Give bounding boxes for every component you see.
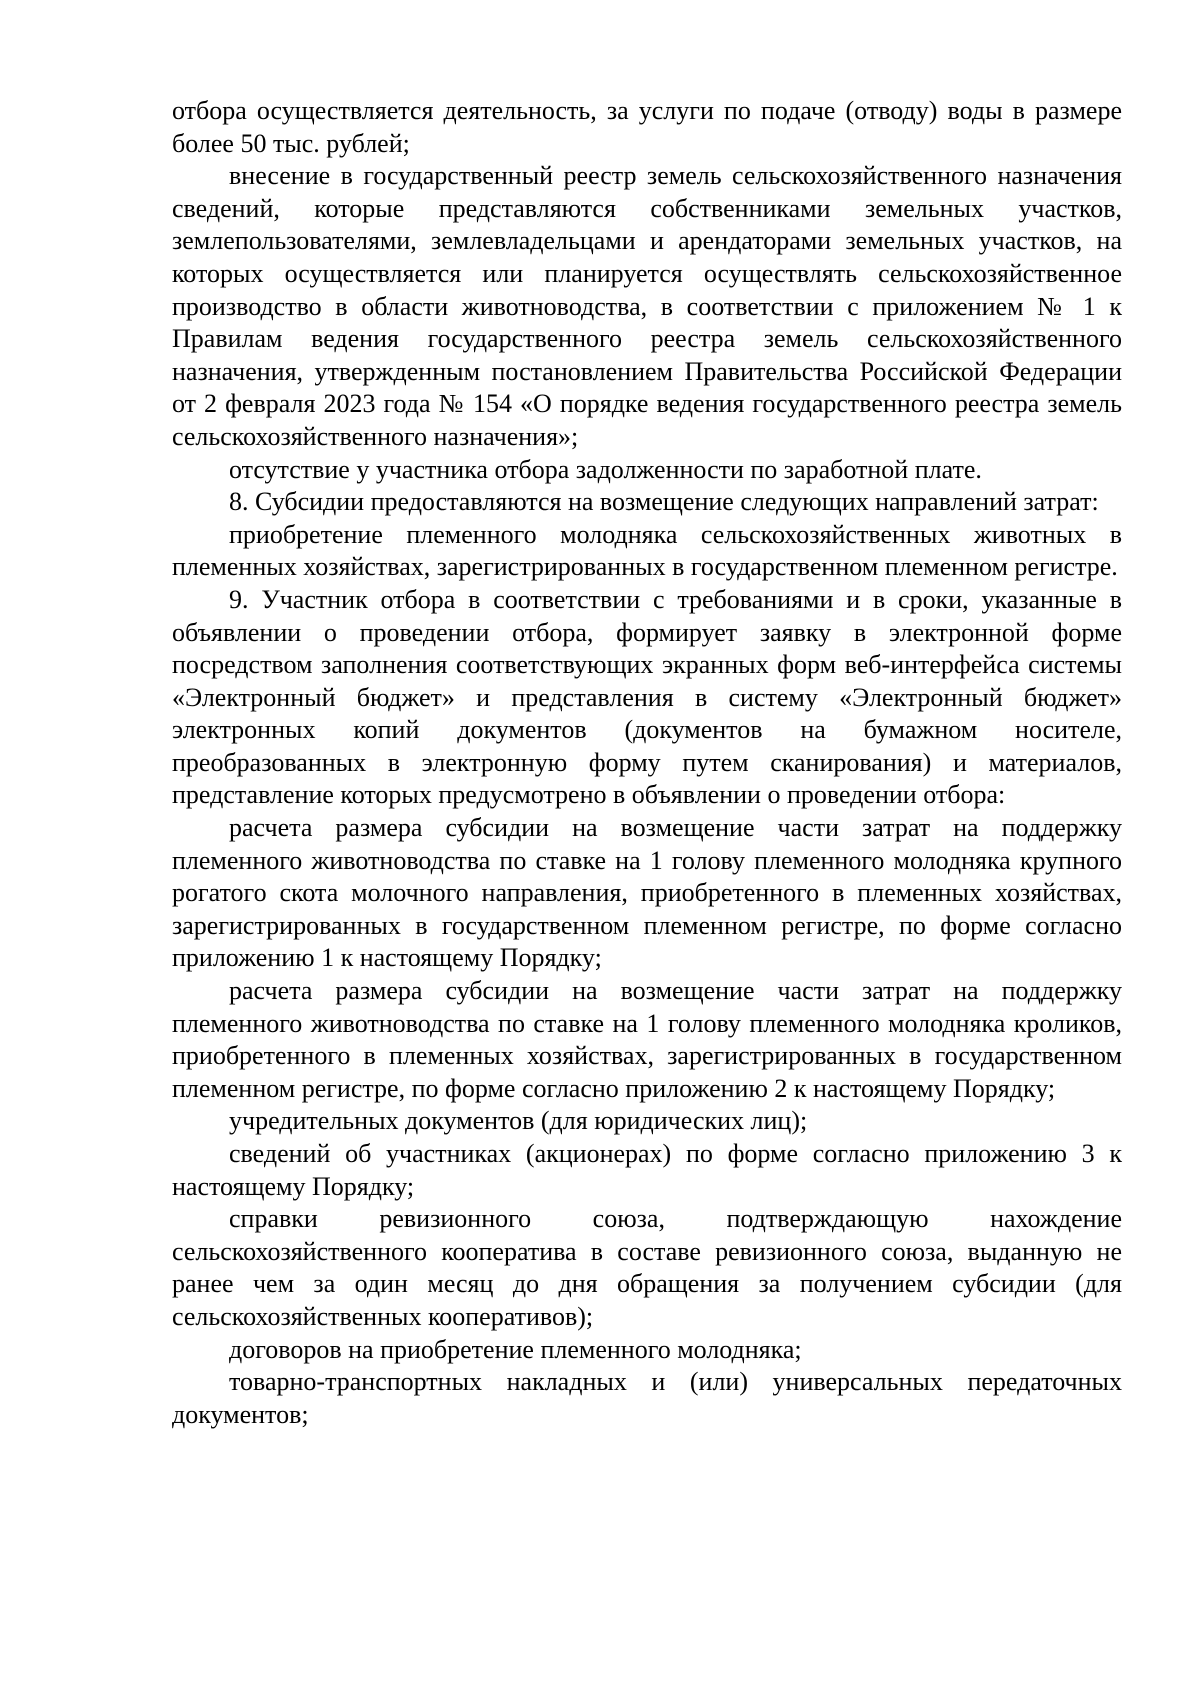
paragraph-item-8: 8. Субсидии предоставляются на возмещение следующих направлений затрат: [229,487,1099,517]
paragraph-no-wage-debt: отсутствие у участника отбора задолженности по заработной плате. [229,454,982,484]
paragraph-item-9: 9. Участник отбора в соответствии с требованиями и в сроки, указанные в объявлении о проведении отбора, формирует заявку в электронной форме посредством заполнения соответствующих экранных форм веб-интерфейса системы «Электронный бюджет» и представления в систему «Электронный бюджет» электронных копий документов (документов на бумажном носителе, преобразованных в электронную форму путем сканирования) и материалов, представление которых предусмотрено в объявлении о проведении отбора: [172,584,1122,810]
paragraph-registry-entry: внесение в государственный реестр земель сельскохозяйственного назначения сведений, которые представляются собственниками земельных участков, землепользователями, землевладельцами и арендаторами земельных участков, на которых осуществляется или планируется осуществлять сельскохозяйственное производство в области животноводства, в соответствии с приложением № 1 к Правилам ведения государственного реестра земель сельскохозяйственного назначения, утвержденным постановлением Правительства Российской Федерации от 2 февраля 2023 года № 154 «О порядке ведения государственного реестра земель сельскохозяйственного назначения»; [172,161,1122,451]
paragraph-purchase-contracts: договоров на приобретение племенного молодняка; [229,1334,802,1364]
paragraph-continuation: отбора осуществляется деятельность, за услуги по подаче (отводу) воды в размере более 50 тыс. рублей; [172,96,1122,158]
paragraph-calc-rabbits: расчета размера субсидии на возмещение части затрат на поддержку племенного животноводства по ставке на 1 голову племенного молодняка кроликов, приобретенного в племенных хозяйствах, зарегистрированных в государственном племенном регистре, по форме согласно приложению 2 к настоящему Порядку; [172,976,1122,1103]
paragraph-transport-documents: товарно-транспортных накладных и (или) универсальных передаточных документов; [172,1367,1122,1429]
paragraph-breeding-stock-purchase: приобретение племенного молодняка сельскохозяйственных животных в племенных хозяйствах, зарегистрированных в государственном племенном регистре. [172,519,1122,582]
paragraph-founding-documents: учредительных документов (для юридических лиц); [229,1106,808,1136]
paragraph-audit-union-certificate: справки ревизионного союза, подтверждающую нахождение сельскохозяйственного кооператива в составе ревизионного союза, выданную не ранее чем за один месяц до дня обращения за получением субсидии (для сельскохозяйственных кооперативов); [172,1204,1122,1331]
paragraph-shareholders-info: сведений об участниках (акционерах) по форме согласно приложению 3 к настоящему Порядку; [172,1139,1122,1201]
paragraph-calc-cattle: расчета размера субсидии на возмещение части затрат на поддержку племенного животноводства по ставке на 1 голову племенного молодняка крупного рогатого скота молочного направления, приобретенного в племенных хозяйствах, зарегистрированных в государственном племенном регистре, по форме согласно приложению 1 к настоящему Порядку; [172,813,1122,973]
document-body [172,95,1122,1431]
